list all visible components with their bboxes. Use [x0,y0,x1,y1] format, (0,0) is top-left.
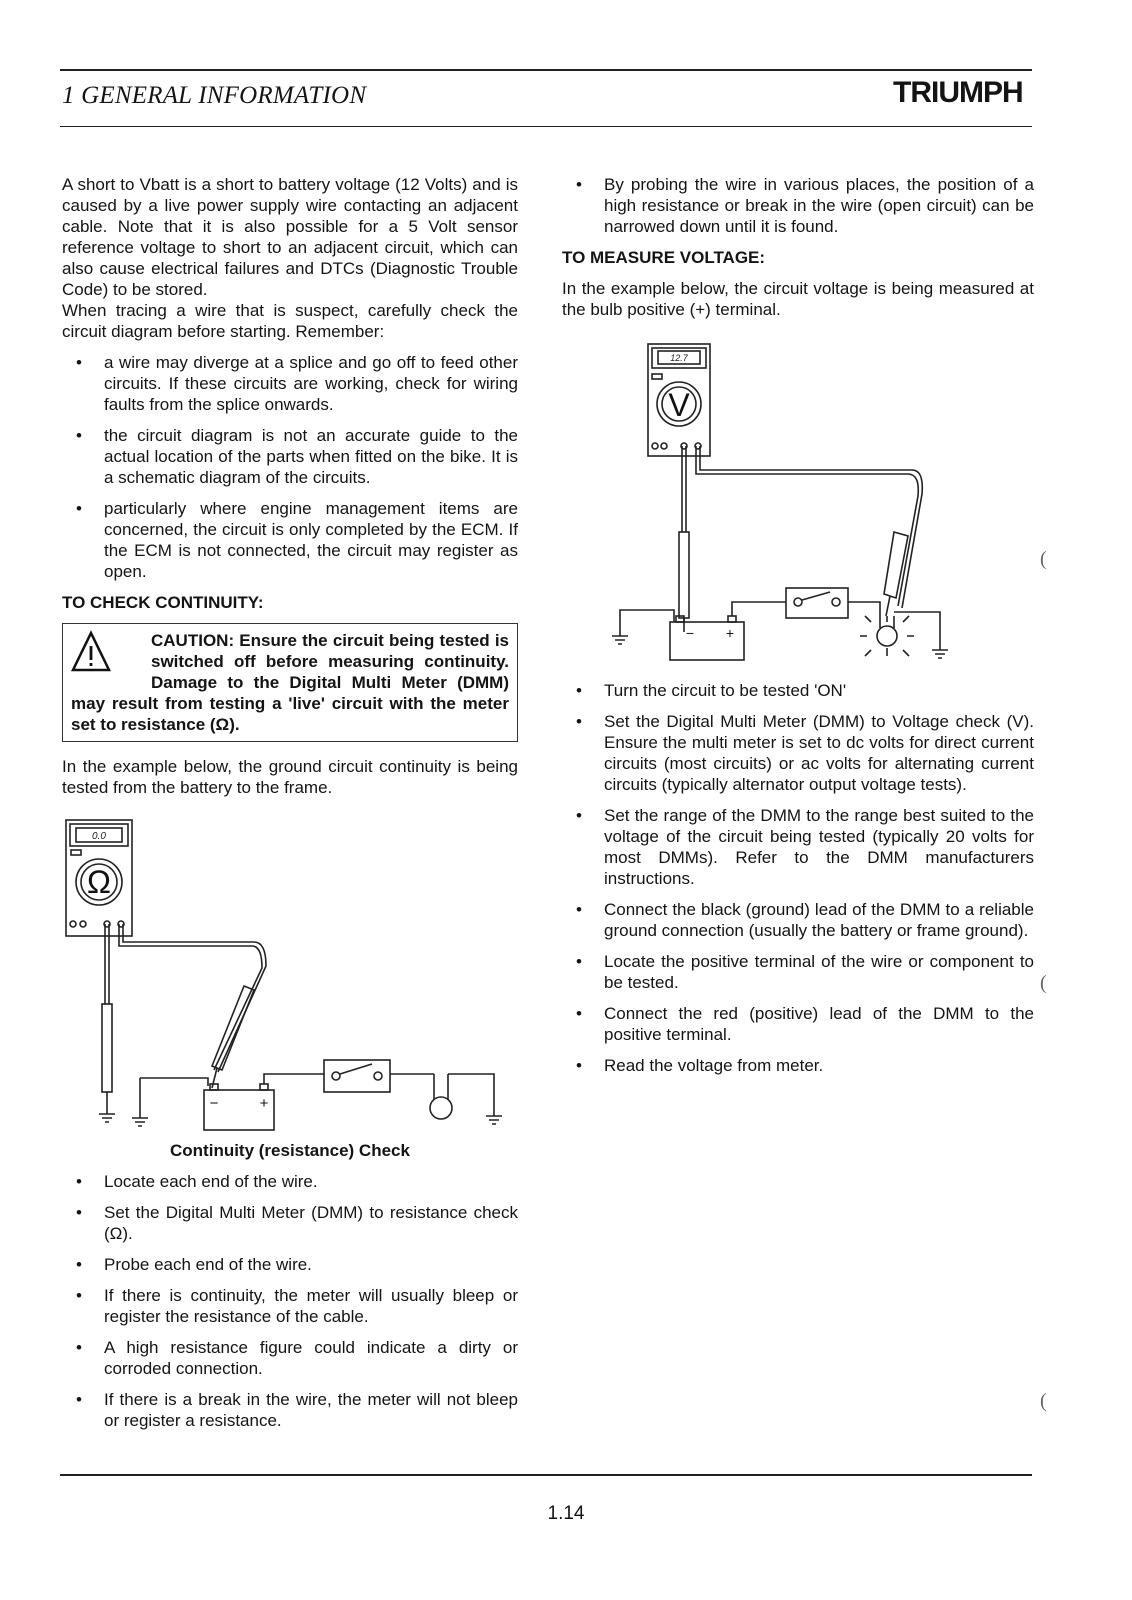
ohm-icon: Ω [87,864,111,900]
continuity-step: • If there is continuity, the meter will usually bleep or register the resistance of the cable. [62,1285,518,1327]
scan-mark: ( [1040,1390,1047,1412]
voltage-step: • Connect the red (positive) lead of the DMM to the positive terminal. [562,1003,1034,1045]
page-number: 1.14 [547,1503,585,1524]
continuity-example-text: In the example below, the ground circuit continuity is being tested from the battery to the frame. [62,757,518,797]
switch-box [324,1060,390,1092]
voltage-step: • Connect the black (ground) lead of the DMM to a reliable ground connection (usually the battery or frame ground). [562,899,1034,941]
continuity-step: • Probe each end of the wire. [62,1254,518,1275]
scan-mark: ( [1040,548,1047,570]
voltage-step: • Locate the positive terminal of the wire or component to be tested. [562,951,1034,993]
continuity-diagram [62,808,518,1138]
battery-plus-label: + [259,1095,269,1112]
voltage-step: • Set the Digital Multi Meter (DMM) to Voltage check (V). Ensure the multi meter is set to dc volts for direct current circuits (most circuits) or ac volts for alternating current circuits (typically alternator output voltage tests). [562,711,1034,795]
voltage-step: • Read the voltage from meter. [562,1055,1034,1076]
right-column [562,174,1034,1086]
battery-minus-label: − [209,1095,219,1112]
continuity-heading: TO CHECK CONTINUITY: [62,593,264,612]
figure-caption: Continuity (resistance) Check [170,1141,410,1160]
scan-mark: ( [1040,972,1047,994]
section-title: 1 GENERAL INFORMATION [62,82,367,109]
continuity-step: • Locate each end of the wire. [62,1171,518,1192]
remember-item: • particularly where engine management items are concerned, the circuit is only completed by the ECM. If the ECM is not connected, the circuit may register as open. [62,498,518,582]
intro-paragraph-2: When tracing a wire that is suspect, carefully check the circuit diagram before starting. Remember: [62,301,518,341]
battery-minus-label: − [685,625,695,641]
voltage-step: • Set the range of the DMM to the range best suited to the voltage of the circuit being tested (typically 20 volts for most DMMs). Refer to the DMM manufacturers instructions. [562,805,1034,889]
voltage-step: • Turn the circuit to be tested 'ON' [562,680,1034,701]
probe-bullet: • By probing the wire in various places, the position of a high resistance or break in the wire (open circuit) can be narrowed down until it is found. [562,174,1034,237]
battery-plus-label: + [725,625,735,641]
switch-box [786,588,848,618]
voltage-intro: In the example below, the circuit voltage is being measured at the bulb positive (+) terminal. [562,279,1034,319]
intro-paragraph-1: A short to Vbatt is a short to battery voltage (12 Volts) and is caused by a live power supply wire contacting an adjacent cable. Note that it is also possible for a 5 Volt sensor reference voltage to short to an adjacent circuit, which can also cause electrical failures and DTCs (Diagnostic Trouble Code) to be stored. [62,175,518,299]
continuity-step: • A high resistance figure could indicate a dirty or corroded connection. [62,1337,518,1379]
remember-item: • the circuit diagram is not an accurate guide to the actual location of the parts when fitted on the bike. It is a schematic diagram of the circuits. [62,425,518,488]
continuity-step: • Set the Digital Multi Meter (DMM) to resistance check (Ω). [62,1202,518,1244]
continuity-step: • If there is a break in the wire, the meter will not bleep or register a resistance. [62,1389,518,1431]
volt-icon: V [668,387,690,423]
header-rule-bottom [60,126,1032,127]
left-column [62,174,518,1441]
footer-rule [60,1474,1032,1476]
caution-text: CAUTION: Ensure the circuit being tested is switched off before measuring continuity. Damage to the Digital Multi Meter (DMM) may result from testing a 'live' circuit with the meter set to resistance (Ω). [71,631,509,734]
header-rule-top [60,69,1032,71]
meter-reading: 12.7 [670,353,688,363]
remember-item: • a wire may diverge at a splice and go off to feed other circuits. If these circuits are working, check for wiring faults from the splice onwards. [62,352,518,415]
voltage-diagram [562,336,1034,666]
caution-box [62,623,518,742]
brand-logo: TRIUMPH [893,76,1023,109]
meter-reading: 0.0 [92,831,106,842]
voltage-heading: TO MEASURE VOLTAGE: [562,248,766,267]
warning-triangle-icon [71,630,141,674]
